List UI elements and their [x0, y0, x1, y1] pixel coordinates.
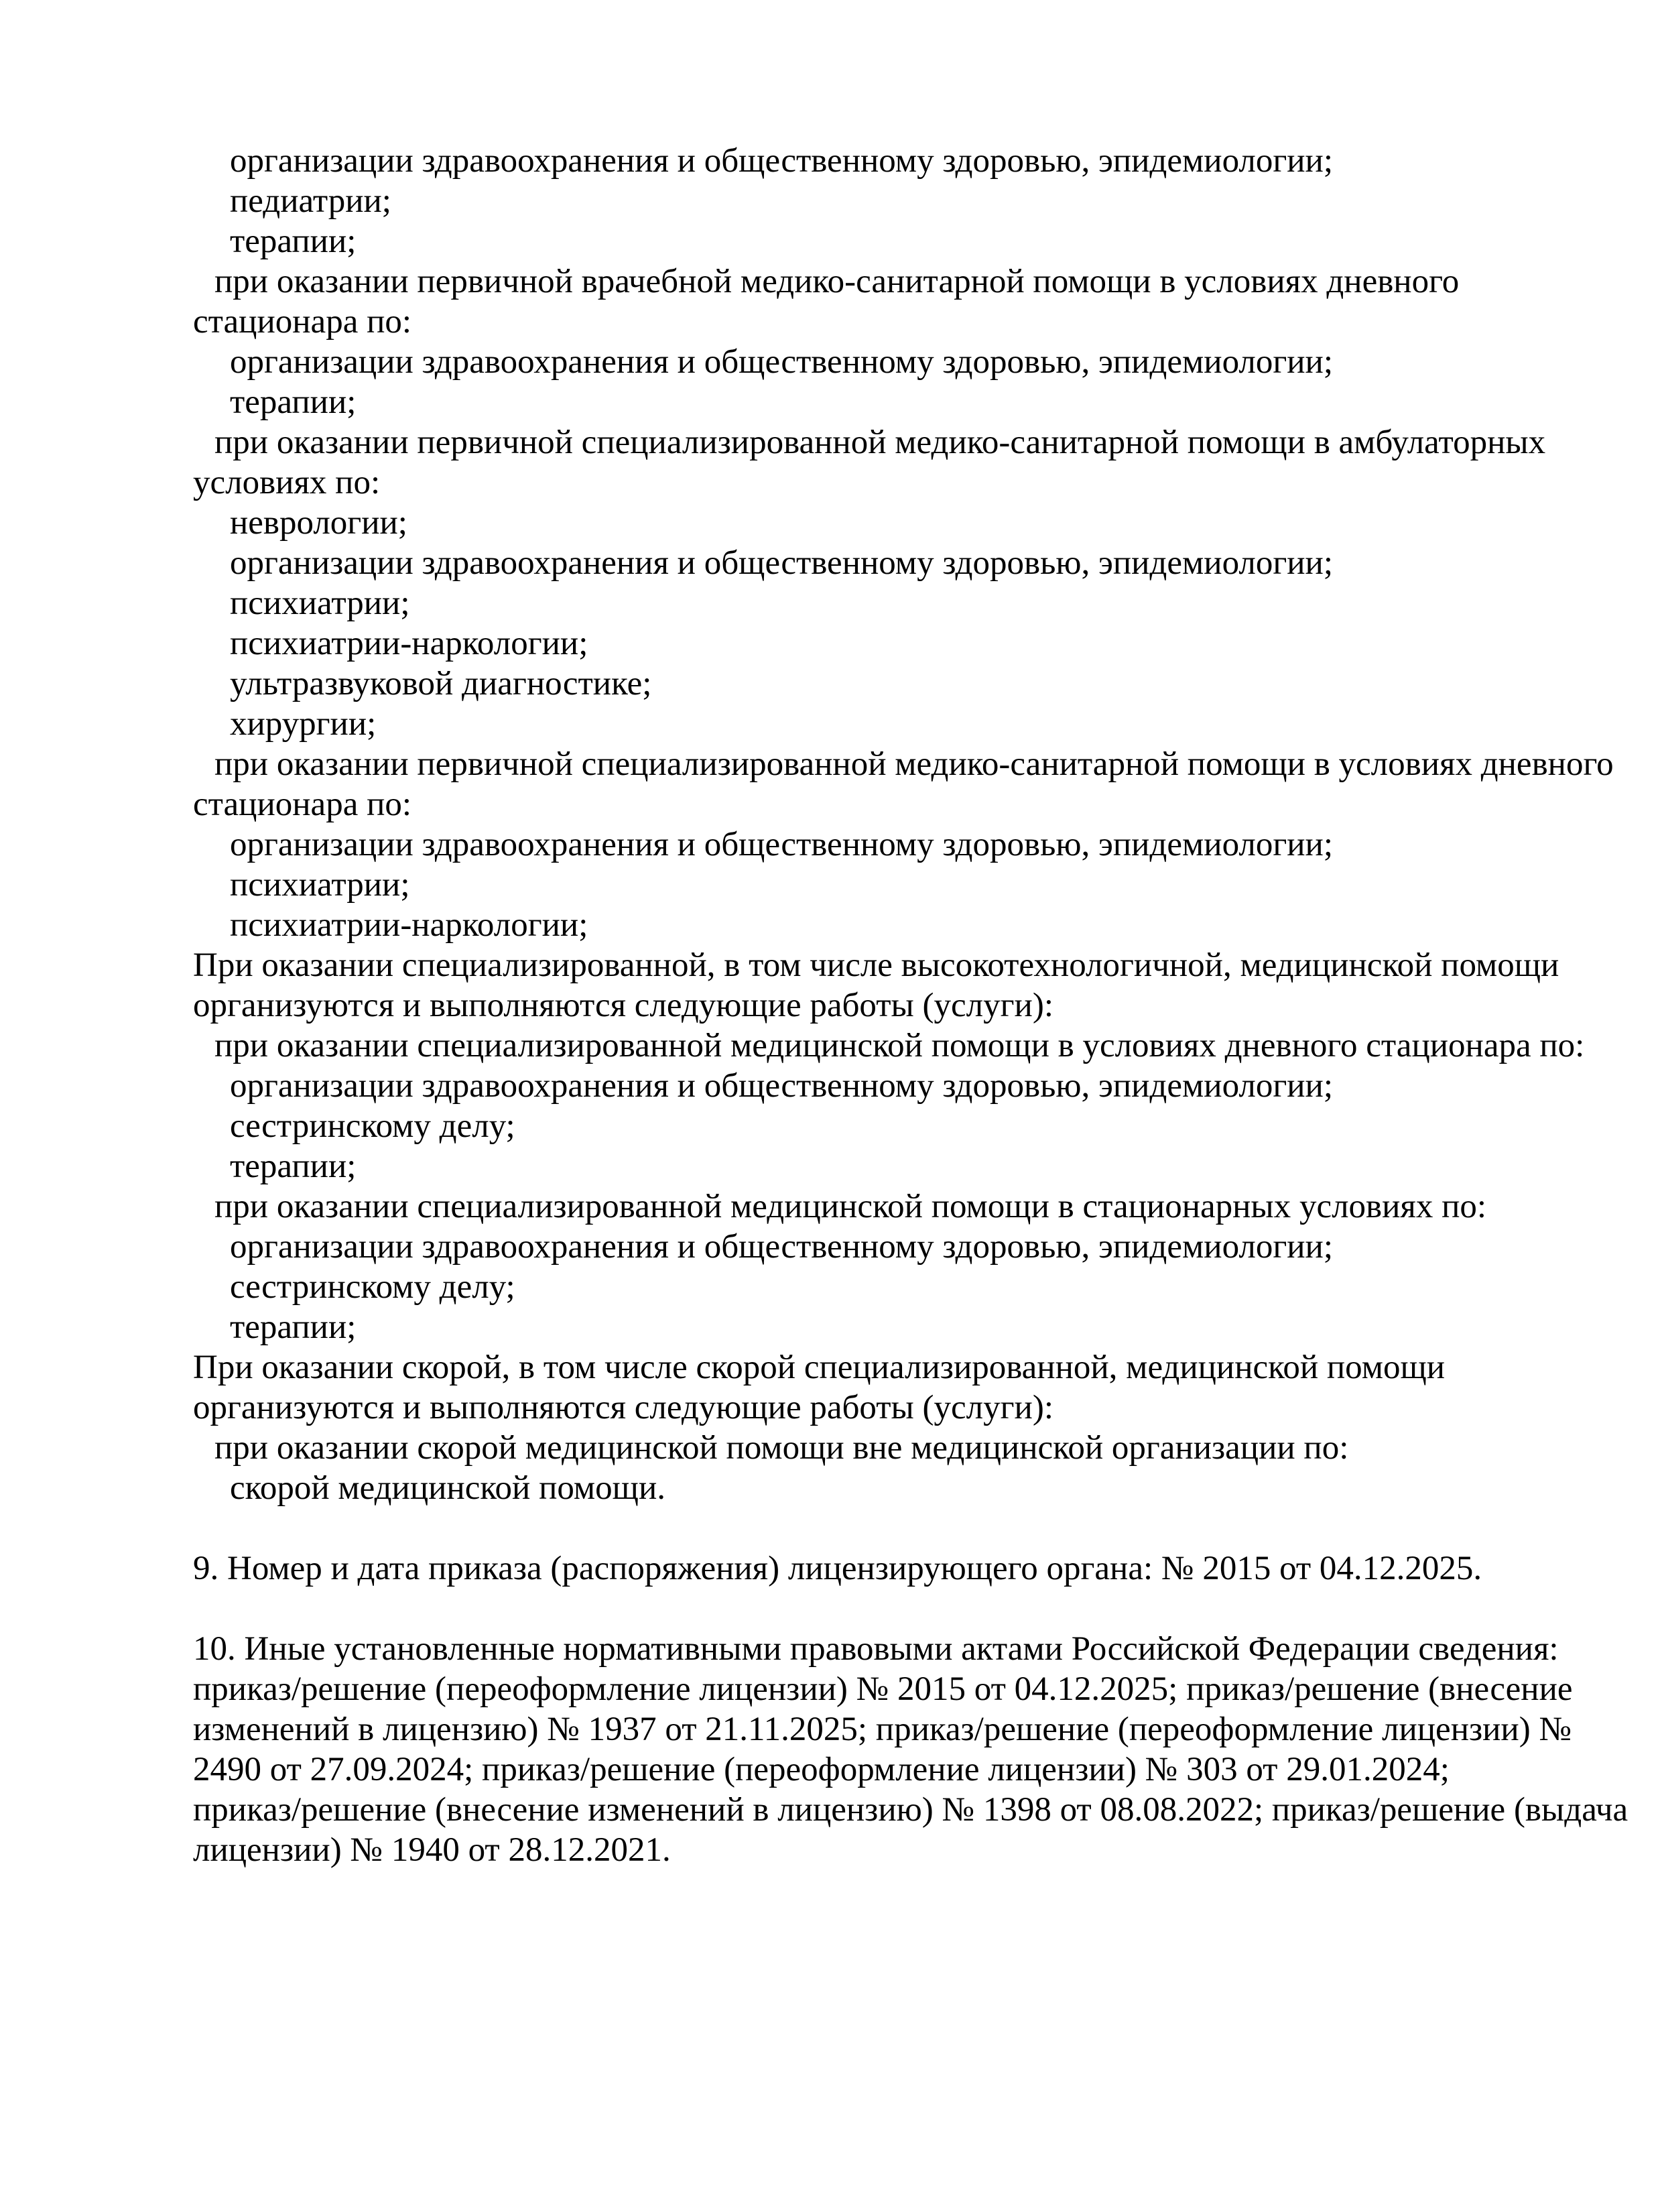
- text-line: при оказании скорой медицинской помощи вне медицинской организации по:: [214, 1429, 1349, 1467]
- text-line: сестринскому делу;: [230, 1268, 515, 1306]
- text-line: скорой медицинской помощи.: [230, 1469, 666, 1507]
- text-line: организации здравоохранения и общественному здоровью, эпидемиологии;: [230, 1228, 1334, 1266]
- text-line: изменений в лицензию) № 1937 от 21.11.2025; приказ/решение (переоформление лицензии) №: [193, 1711, 1572, 1748]
- text-line: организуются и выполняются следующие работы (услуги):: [193, 1389, 1053, 1426]
- text-line: хирургии;: [230, 705, 377, 743]
- text-line: стационара по:: [193, 303, 412, 341]
- text-line: при оказании специализированной медицинской помощи в условиях дневного стационара по:: [214, 1027, 1585, 1064]
- text-line: 9. Номер и дата приказа (распоряжения) лицензирующего органа: № 2015 от 04.12.2025.: [193, 1550, 1482, 1587]
- text-line: терапии;: [230, 1308, 357, 1346]
- text-line: терапии;: [230, 383, 357, 421]
- text-line: лицензии) № 1940 от 28.12.2021.: [193, 1831, 671, 1869]
- text-line: организации здравоохранения и общественному здоровью, эпидемиологии;: [230, 544, 1334, 582]
- license-text-block: [193, 141, 1628, 1870]
- text-line: организуются и выполняются следующие работы (услуги):: [193, 987, 1053, 1024]
- text-line: организации здравоохранения и общественному здоровью, эпидемиологии;: [230, 142, 1334, 180]
- text-line: психиатрии-наркологии;: [230, 625, 588, 662]
- text-line: при оказании первичной врачебной медико-санитарной помощи в условиях дневного: [214, 263, 1460, 300]
- text-line: приказ/решение (внесение изменений в лицензию) № 1398 от 08.08.2022; приказ/решение (выдача: [193, 1791, 1628, 1829]
- text-line: стационара по:: [193, 786, 412, 823]
- text-line: При оказании специализированной, в том числе высокотехнологичной, медицинской помощи: [193, 946, 1559, 984]
- text-line: педиатрии;: [230, 182, 391, 220]
- text-line: при оказании специализированной медицинской помощи в стационарных условиях по:: [214, 1188, 1487, 1225]
- text-line: при оказании первичной специализированной медико-санитарной помощи в условиях дневного: [214, 745, 1614, 783]
- blank-line: [193, 1589, 1574, 1629]
- text-line: 10. Иные установленные нормативными правовыми актами Российской Федерации сведения:: [193, 1630, 1559, 1668]
- text-line: психиатрии-наркологии;: [230, 906, 588, 944]
- text-line: сестринскому делу;: [230, 1107, 515, 1145]
- text-line: ультразвуковой диагностике;: [230, 665, 652, 702]
- blank-line: [193, 1508, 1574, 1548]
- text-line: психиатрии;: [230, 866, 410, 904]
- text-line: психиатрии;: [230, 585, 410, 622]
- text-line: организации здравоохранения и общественному здоровью, эпидемиологии;: [230, 343, 1334, 381]
- text-line: условиях по:: [193, 464, 381, 501]
- text-line: неврологии;: [230, 504, 407, 542]
- text-line: 2490 от 27.09.2024; приказ/решение (переоформление лицензии) № 303 от 29.01.2024;: [193, 1751, 1450, 1788]
- text-line: приказ/решение (переоформление лицензии) № 2015 от 04.12.2025; приказ/решение (внесение: [193, 1670, 1573, 1708]
- text-line: При оказании скорой, в том числе скорой специализированной, медицинской помощи: [193, 1349, 1446, 1386]
- text-line: организации здравоохранения и общественному здоровью, эпидемиологии;: [230, 826, 1334, 863]
- text-line: при оказании первичной специализированной медико-санитарной помощи в амбулаторных: [214, 424, 1546, 461]
- text-line: организации здравоохранения и общественному здоровью, эпидемиологии;: [230, 1067, 1334, 1105]
- text-line: терапии;: [230, 223, 357, 260]
- text-line: терапии;: [230, 1148, 357, 1185]
